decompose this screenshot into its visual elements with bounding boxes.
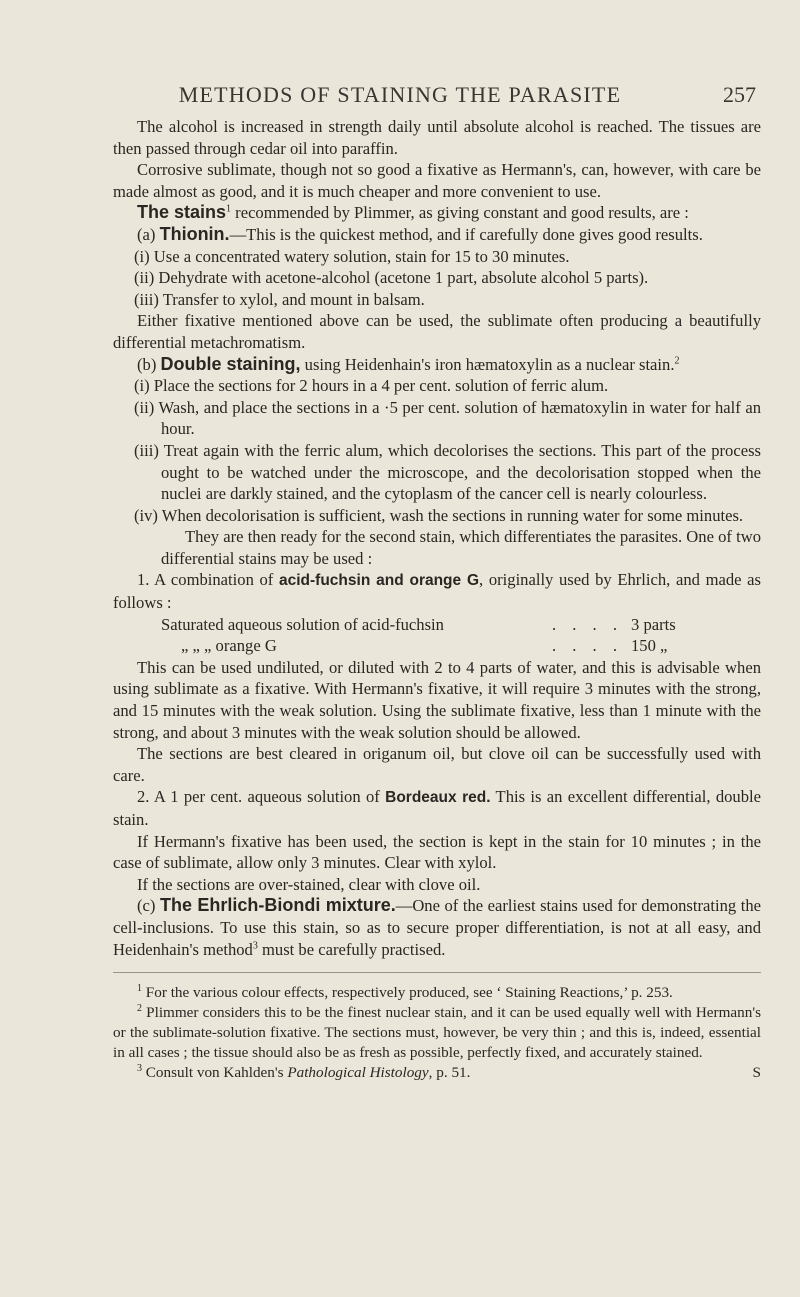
- paragraph: If Hermann's fixative has been used, the section is kept in the stain for 10 minutes ; in the case of sublimate, allow only 3 minutes. Clear with xylol.: [113, 831, 761, 873]
- section-c: [113, 895, 761, 960]
- section-text: must be carefully practised.: [257, 939, 446, 959]
- footnote-mark: 3: [137, 1063, 142, 1075]
- paragraph: The alcohol is increased in strength daily until absolute alcohol is reached. The tissues are then passed through cedar oil into paraffin.: [113, 117, 761, 158]
- recipe-ingredient: „ „ „ orange G: [181, 636, 277, 656]
- list-item: (iv) When decolorisation is sufficient, wash the sections in running water for some minutes.: [134, 505, 744, 525]
- section-b: [113, 354, 761, 376]
- stains-heading: The stains: [137, 202, 227, 223]
- footnote-mark: 2: [137, 1003, 142, 1015]
- section-label: (b): [137, 354, 161, 374]
- recipe-line: [113, 614, 761, 636]
- recipe-quantity: 3 parts: [631, 614, 676, 634]
- paragraph: Corrosive sublimate, though not so good a fixative as Hermann's, can, however, with care be made almost as good, and it is much cheaper and more convenient to use.: [113, 160, 761, 201]
- section-heading: Double staining,: [160, 353, 301, 374]
- option-label: 1. A combination of: [137, 570, 279, 590]
- footnote-text: Consult von Kahlden's: [142, 1064, 288, 1082]
- footnote-ref: 1: [226, 203, 232, 215]
- footnote-text: , p. 51.: [428, 1064, 471, 1082]
- option-label: 2. A 1 per cent. aqueous solution of: [137, 787, 386, 807]
- list-item: (i) Use a concentrated watery solution, stain for 15 to 30 minutes.: [134, 246, 570, 266]
- recipe-dots: . . . .: [551, 614, 623, 634]
- section-heading: Thionin.: [159, 223, 230, 244]
- stain-option-2: [113, 786, 761, 830]
- section-text: —One of the earliest stains used for demonstrating the cell-inclusions. To use this stain, so as to secure proper differentiation, is not at all easy, and Heidenhain's method: [113, 896, 761, 959]
- section-label: (a): [137, 224, 160, 244]
- option-text: This is an excellent differential, double stain.: [113, 787, 761, 829]
- footnote-ref: 3: [252, 940, 258, 952]
- paragraph: They are then ready for the second stain, which differentiates the parasites. One of two differential stains may be used :: [161, 527, 761, 568]
- paragraph-text: recommended by Plimmer, as giving constant and good results, are :: [231, 203, 689, 223]
- list-item: (i) Place the sections for 2 hours in a 4 per cent. solution of ferric alum.: [134, 376, 609, 396]
- list-item: (iii) Transfer to xylol, and mount in balsam.: [134, 289, 425, 309]
- footnote: [113, 1063, 761, 1083]
- recipe-line: [113, 635, 761, 657]
- footnote: [113, 1003, 761, 1063]
- section-text: using Heidenhain's iron hæmatoxylin as a nuclear stain.: [300, 354, 675, 374]
- footnote-divider: [113, 972, 761, 973]
- section-label: (c): [137, 896, 160, 916]
- page-header: [0, 82, 800, 112]
- option-name: Bordeaux red.: [385, 789, 491, 807]
- recipe-ingredient: Saturated aqueous solution of acid-fuchsin: [161, 614, 444, 634]
- signature-mark: S: [752, 1064, 761, 1082]
- paragraph: [113, 202, 761, 224]
- running-title: METHODS OF STAINING THE PARASITE: [178, 82, 622, 107]
- stain-option-1: [113, 569, 761, 613]
- footnote-ref: 2: [674, 355, 680, 366]
- recipe-quantity: 150 „: [631, 636, 668, 656]
- footnote-text: Plimmer considers this to be the finest nuclear stain, and it can be used equally well with Hermann's or the sublimate-solution fixative. The sections must, however, be very thin ; and this is, indeed, essential in all cases ; the tissue should also be as fresh as possible, perfectly fixed, and accurately stained.: [113, 1004, 761, 1062]
- list-item: (iii) Treat again with the ferric alum, which decolorises the sections. This part of the process ought to be watched under the microscope, and the decolorisation stopped when the nuclei are darkly stained, and the cytoplasm of the cancer cell is nearly colourless.: [134, 440, 761, 504]
- footnote-text: For the various colour effects, respectively produced, see ‘ Staining Reactions,’ p. 253.: [142, 984, 673, 1002]
- option-text: , originally used by Ehrlich, and made as follows :: [113, 570, 762, 613]
- option-name: acid-fuchsin and orange G: [279, 572, 480, 590]
- body-text: [113, 116, 761, 1083]
- paragraph: The sections are best cleared in origanum oil, but clove oil can be successfully used with care.: [113, 744, 761, 785]
- footnote-mark: 1: [137, 983, 142, 995]
- paragraph: This can be used undiluted, or diluted with 2 to 4 parts of water, and this is advisable when using sublimate as a fixative. With Hermann's fixative, it will require 3 minutes with the strong, and 15 minutes with the weak solution. Using the sublimate fixative, less than 1 minute with the strong, and about 3 minutes with the weak solution should be allowed.: [113, 657, 761, 742]
- list-item: (ii) Wash, and place the sections in a ·5 per cent. solution of hæmatoxylin in water for half an hour.: [134, 397, 761, 439]
- paragraph: If the sections are over-stained, clear with clove oil.: [137, 874, 481, 894]
- book-title: Pathological Histology: [287, 1064, 429, 1082]
- section-text: —This is the quickest method, and if carefully done gives good results.: [229, 224, 703, 244]
- footnotes: [113, 983, 761, 1083]
- section-a: [113, 224, 761, 246]
- page-number: 257: [723, 82, 756, 107]
- list-item: (ii) Dehydrate with acetone-alcohol (acetone 1 part, absolute alcohol 5 parts).: [134, 268, 649, 288]
- recipe-dots: . . . .: [551, 636, 623, 656]
- footnote: [113, 983, 761, 1003]
- section-heading: The Ehrlich-Biondi mixture.: [159, 895, 396, 916]
- paragraph: Either fixative mentioned above can be used, the sublimate often producing a beautifully differential metachromatism.: [113, 311, 761, 352]
